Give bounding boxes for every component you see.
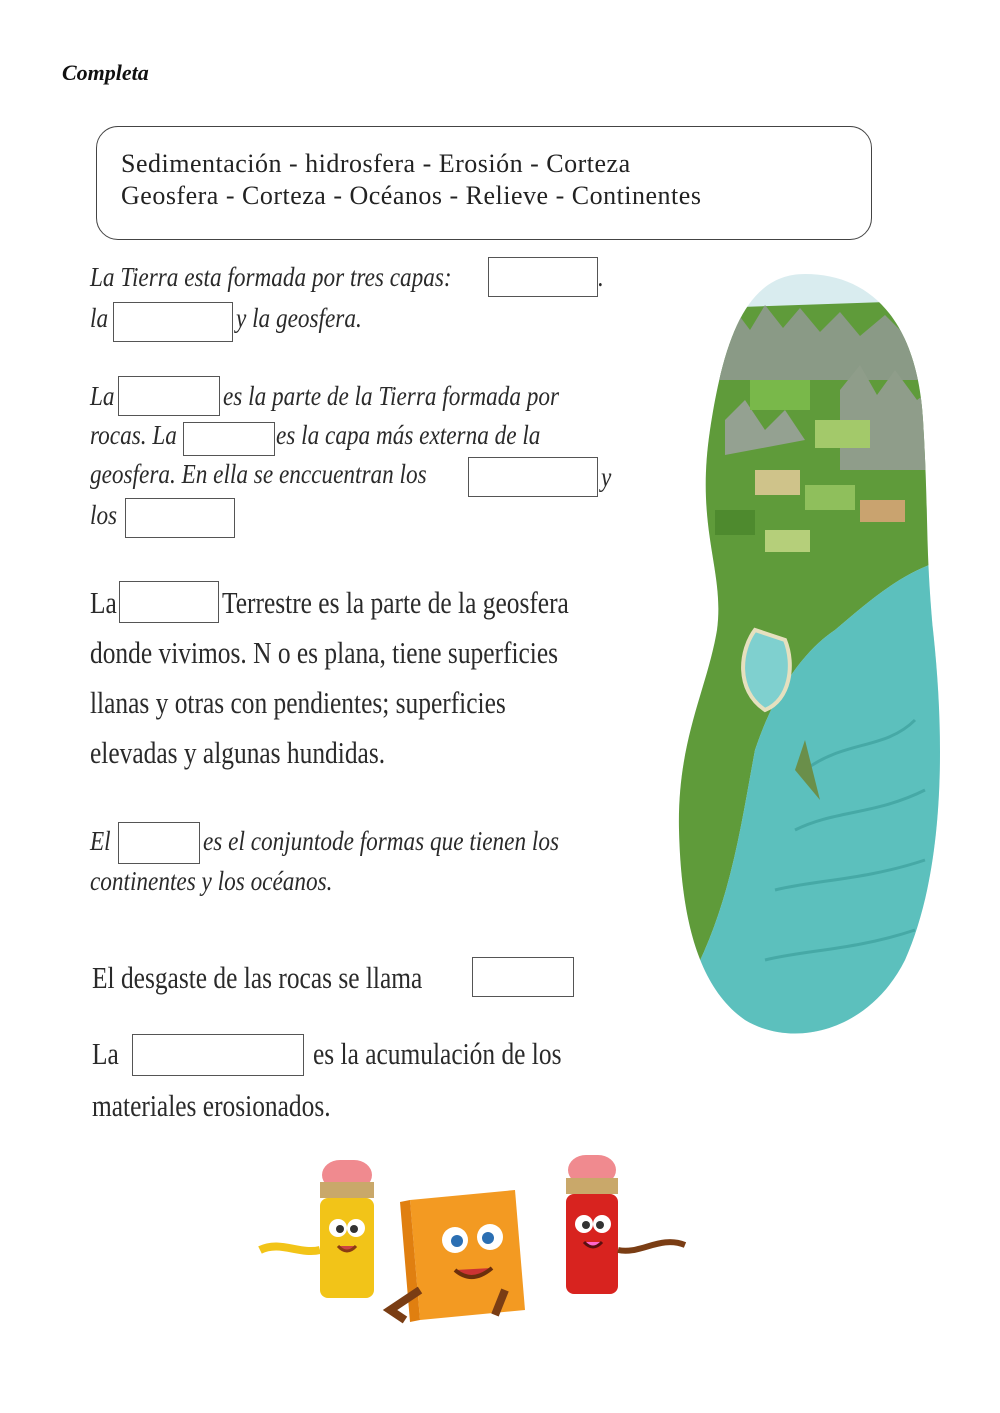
answer-blank-8[interactable] — [118, 822, 200, 864]
answer-blank-6[interactable] — [125, 498, 235, 538]
word-bank-line-2: Geosfera - Corteza - Océanos - Relieve - Continentes — [121, 181, 702, 210]
worksheet-title: Completa — [62, 60, 149, 85]
p3-line1-end: Terrestre es la parte de la geosfera — [222, 585, 569, 620]
p2-line2-end: es la capa más externa de la — [276, 420, 541, 450]
p3-line2: donde vivimos. N o es plana, tiene superficies — [90, 635, 559, 670]
answer-blank-9[interactable] — [472, 957, 574, 997]
p1-line1-text: La Tierra esta formada por tres capas: — [90, 262, 452, 292]
p3-line1-start: La — [90, 585, 117, 620]
p1-line1-end: . — [598, 262, 604, 292]
yellow-pencil-character — [260, 1160, 374, 1298]
p4-line2: continentes y los océanos. — [90, 866, 333, 896]
answer-blank-1[interactable] — [488, 257, 598, 297]
p4-line1-end: es el conjuntode formas que tienen los — [203, 826, 559, 856]
p2-line4-start: los — [90, 500, 118, 530]
orange-book-character — [390, 1190, 525, 1322]
answer-blank-4[interactable] — [183, 422, 275, 456]
cartoon-school-supplies-illustration — [250, 1140, 695, 1330]
answer-blank-2[interactable] — [113, 302, 233, 342]
answer-blank-5[interactable] — [468, 457, 598, 497]
p6-line1-end: es la acumulación de los — [313, 1036, 562, 1071]
p2-line1-start: La — [90, 381, 115, 411]
coastal-landscape-illustration — [655, 270, 945, 1050]
p4-line1-start: El — [90, 826, 111, 856]
word-bank — [96, 126, 872, 240]
p2-line2-start: rocas. La — [90, 420, 177, 450]
answer-blank-7[interactable] — [119, 581, 219, 623]
p1-line2-start: la — [90, 303, 109, 333]
answer-blank-10[interactable] — [132, 1034, 304, 1076]
p1-line2-end: y la geosfera. — [236, 303, 362, 333]
p2-line1-end: es la parte de la Tierra formada por — [223, 381, 560, 411]
p6-line2: materiales erosionados. — [92, 1088, 331, 1123]
p6-line1-start: La — [92, 1036, 119, 1071]
p5-line1: El desgaste de las rocas se llama — [92, 960, 423, 995]
word-bank-line-1: Sedimentación - hidrosfera - Erosión - Corteza — [121, 149, 631, 178]
p3-line4: elevadas y algunas hundidas. — [90, 735, 386, 770]
p2-line3-start: geosfera. En ella se enccuentran los — [90, 459, 427, 489]
p3-line3: llanas y otras con pendientes; superficies — [90, 685, 506, 720]
p2-line3-end: y — [601, 462, 612, 492]
answer-blank-3[interactable] — [118, 376, 220, 416]
red-pencil-character — [566, 1155, 685, 1294]
